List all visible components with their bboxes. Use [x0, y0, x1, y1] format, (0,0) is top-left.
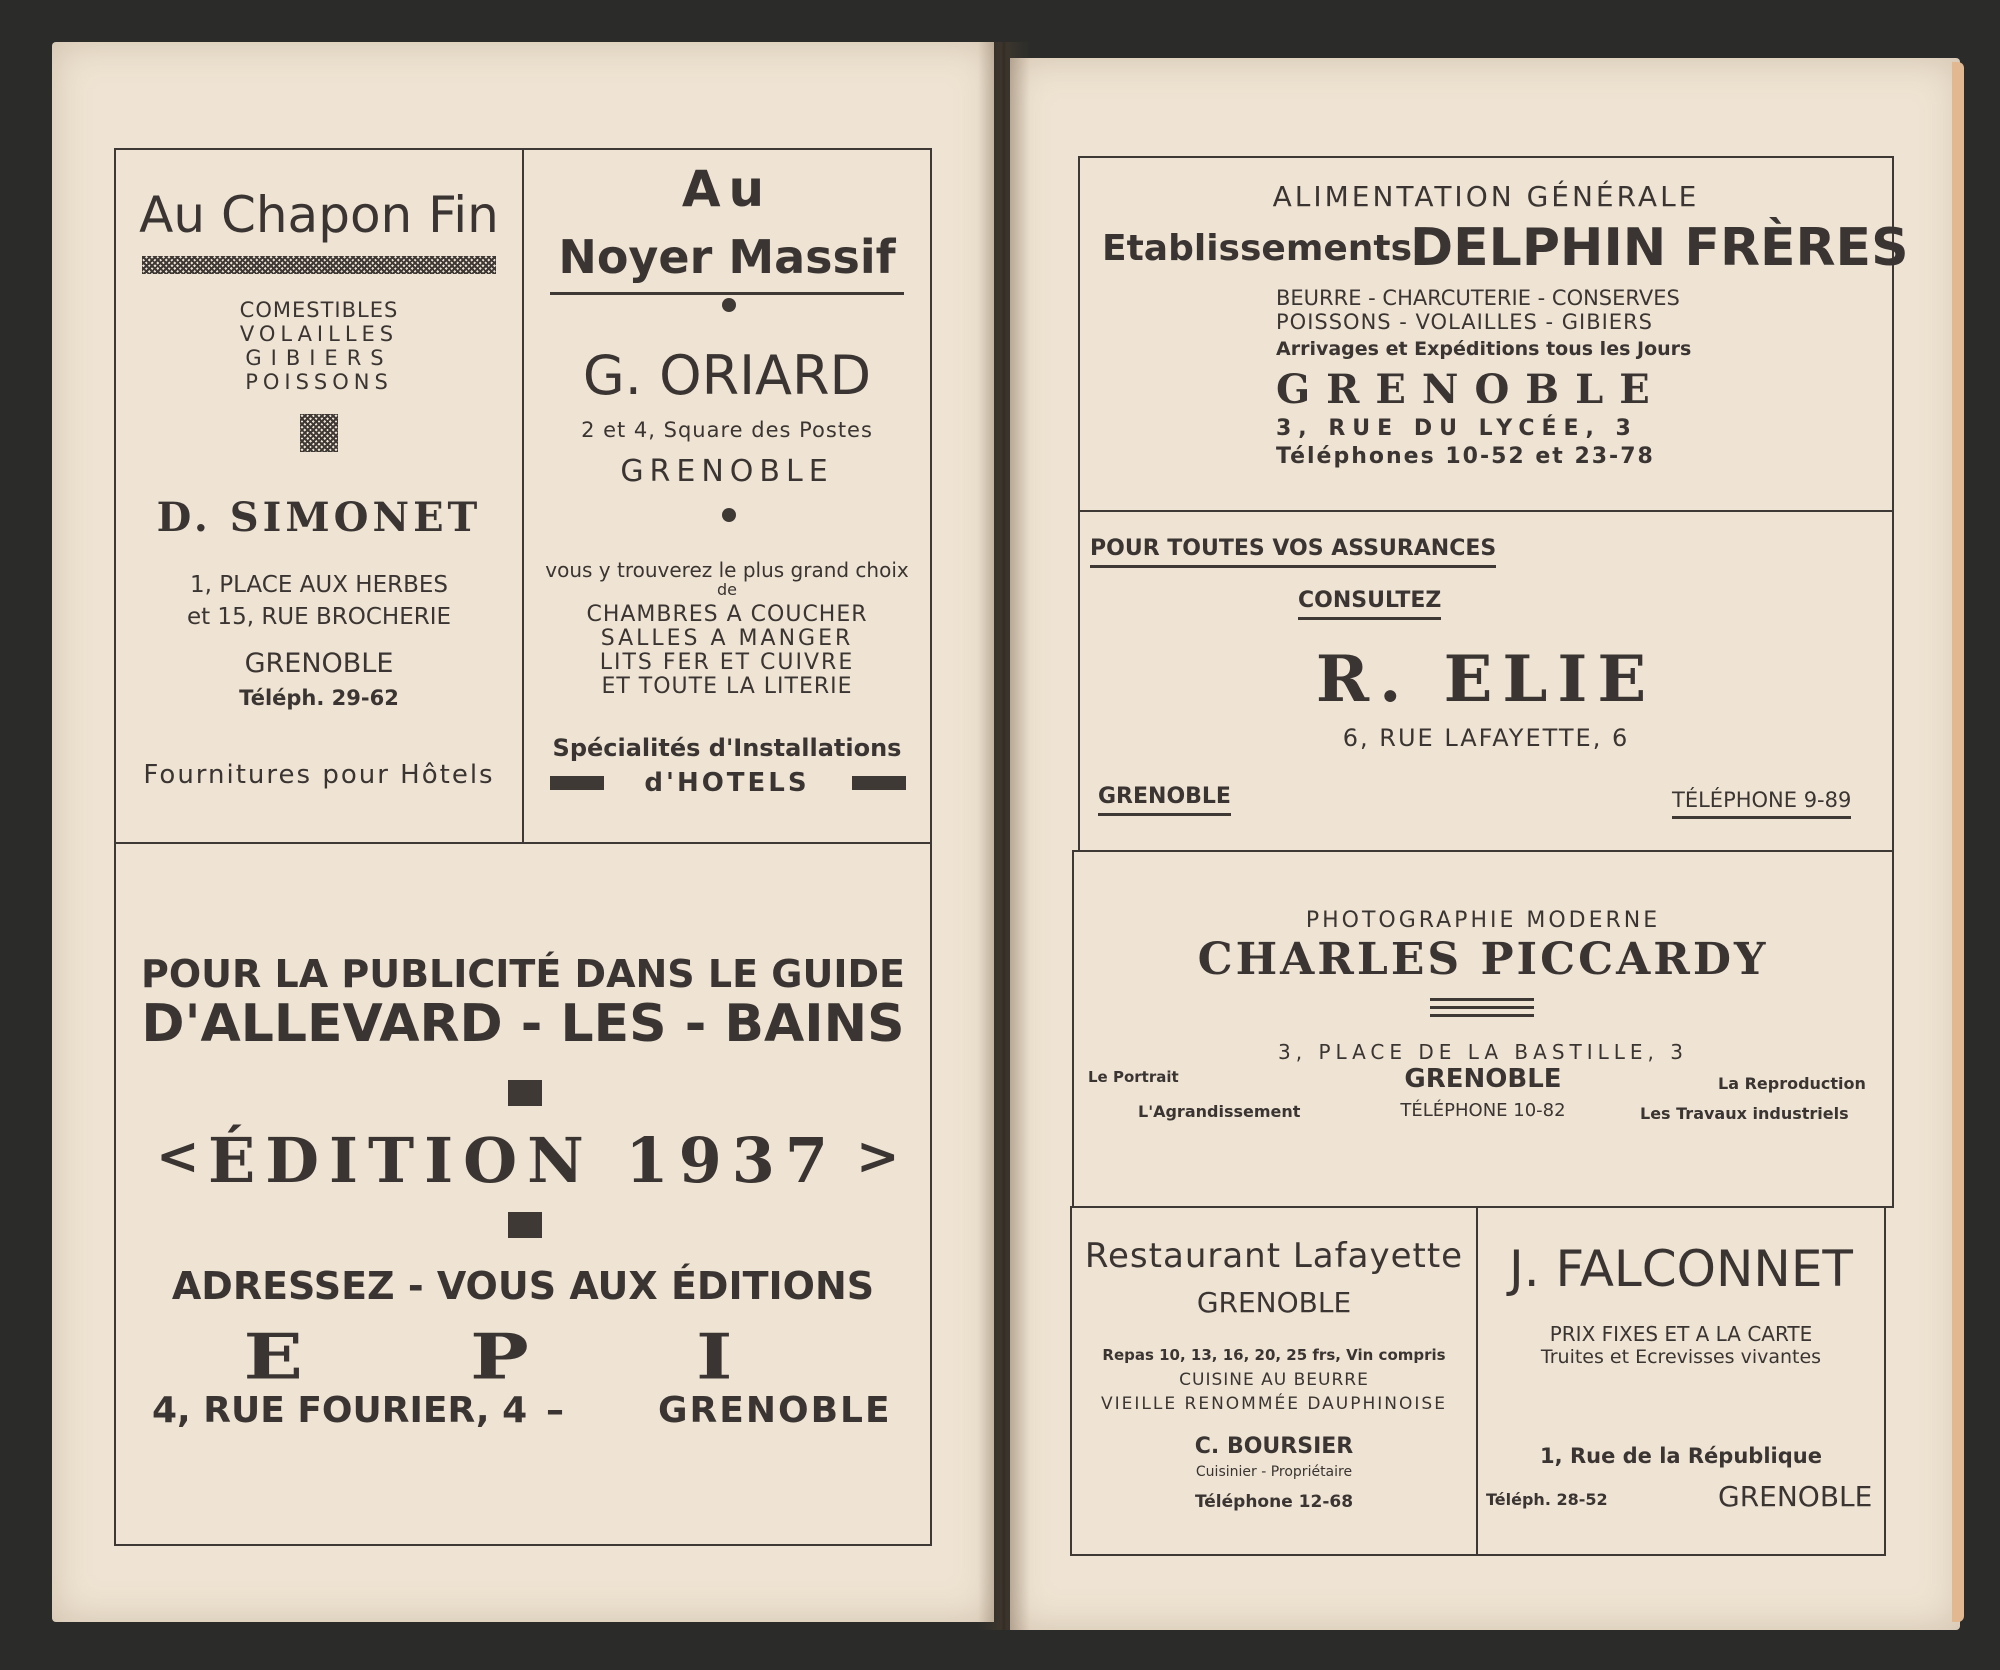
epi-arrow-right: >: [856, 1126, 900, 1187]
epi-city: GRENOBLE: [658, 1390, 892, 1431]
delphin-city: GRENOBLE: [1276, 366, 1666, 413]
noyer-item-2: LITS FER ET CUIVRE: [599, 650, 855, 675]
piccardy-rule-1: [1430, 998, 1534, 1001]
chapon-title: Au Chapon Fin: [139, 186, 499, 244]
noyer-title-1: Au: [681, 160, 773, 218]
lafayette-phone: Téléphone 12-68: [1194, 1492, 1354, 1512]
page-edge: [1952, 62, 1964, 1622]
piccardy-left-1: Le Portrait: [1088, 1068, 1179, 1086]
ad-delphin-freres: [1078, 156, 1909, 512]
lafayette-cuisine: CUISINE AU BEURRE: [1179, 1370, 1369, 1390]
noyer-specialty-2: d'HOTELS: [644, 768, 810, 798]
ad-charles-piccardy: [1072, 850, 1894, 1208]
noyer-item-0: CHAMBRES A COUCHER: [586, 602, 868, 627]
noyer-specialty-1: Spécialités d'Installations: [552, 734, 902, 762]
delphin-name-prefix: Etablissements: [1102, 228, 1413, 269]
chapon-name: D. SIMONET: [156, 494, 482, 541]
noyer-city: GRENOBLE: [620, 454, 834, 489]
delphin-line-1: BEURRE - CHARCUTERIE - CONSERVES: [1276, 286, 1680, 310]
falconnet-address: 1, Rue de la République: [1540, 1444, 1822, 1468]
piccardy-name: CHARLES PICCARDY: [1197, 934, 1769, 985]
ad-restaurant-lafayette: [1070, 1206, 1478, 1556]
lafayette-reputation: VIEILLE RENOMMÉE DAUPHINOISE: [1101, 1394, 1447, 1414]
lafayette-meals: Repas 10, 13, 16, 20, 25 frs, Vin compris: [1102, 1346, 1446, 1364]
chapon-footer: Fournitures pour Hôtels: [143, 760, 495, 790]
lafayette-owner: C. BOURSIER: [1194, 1434, 1354, 1459]
piccardy-rule-3: [1430, 1014, 1534, 1017]
noyer-title-rule: [550, 292, 904, 295]
falconnet-line-2: Truites et Ecrevisses vivantes: [1540, 1346, 1822, 1368]
chapon-product-1: VOLAILLES: [239, 322, 399, 346]
piccardy-city: GRENOBLE: [1404, 1064, 1562, 1094]
chapon-product-2: GIBIERS: [245, 346, 393, 370]
chapon-address-2: et 15, RUE BROCHERIE: [186, 604, 452, 630]
book-gutter: [978, 42, 1030, 1630]
noyer-bar-right: [852, 776, 906, 790]
epi-address-line: ADRESSEZ - VOUS AUX ÉDITIONS: [171, 1264, 875, 1308]
piccardy-header: PHOTOGRAPHIE MODERNE: [1305, 908, 1661, 933]
chapon-address-1: 1, PLACE AUX HERBES: [189, 572, 449, 598]
piccardy-right-1: La Reproduction: [1718, 1074, 1866, 1093]
elie-city: GRENOBLE: [1098, 784, 1231, 816]
lafayette-title: Restaurant Lafayette: [1084, 1236, 1464, 1276]
piccardy-phone: TÉLÉPHONE 10-82: [1400, 1100, 1566, 1121]
elie-phone: TÉLÉPHONE 9-89: [1672, 788, 1851, 819]
epi-line-1: POUR LA PUBLICITÉ DANS LE GUIDE: [141, 952, 905, 996]
lafayette-owner-title: Cuisinier - Propriétaire: [1195, 1464, 1353, 1480]
chapon-phone: Téléph. 29-62: [239, 686, 399, 710]
piccardy-rule-2: [1430, 1006, 1534, 1009]
epi-edition: ÉDITION 1937: [208, 1124, 838, 1197]
noyer-name: G. ORIARD: [582, 344, 872, 407]
noyer-title-2: Noyer Massif: [558, 230, 896, 284]
elie-name: R. ELIE: [1315, 642, 1657, 717]
lafayette-city: GRENOBLE: [1196, 1286, 1352, 1319]
chapon-checker-rule: [142, 256, 496, 274]
elie-consult: CONSULTEZ: [1298, 588, 1441, 620]
noyer-intro-2: de: [717, 580, 737, 599]
chapon-checker-square: [300, 414, 338, 452]
ad-editions-epi: [114, 842, 932, 1546]
epi-dash: –: [546, 1390, 564, 1431]
piccardy-left-2: L'Agrandissement: [1138, 1102, 1301, 1121]
delphin-line-3: Arrivages et Expéditions tous les Jours: [1276, 338, 1692, 360]
noyer-intro-1: vous y trouverez le plus grand choix: [545, 558, 909, 582]
delphin-phones: Téléphones 10-52 et 23-78: [1276, 444, 1655, 469]
noyer-item-3: ET TOUTE LA LITERIE: [601, 674, 853, 699]
falconnet-city: GRENOBLE: [1718, 1480, 1873, 1513]
falconnet-name: J. FALCONNET: [1509, 1240, 1853, 1298]
chapon-product-0: COMESTIBLES: [239, 298, 399, 322]
epi-arrow-left: <: [156, 1126, 200, 1187]
epi-square-2: [508, 1212, 542, 1238]
elie-address: 6, RUE LAFAYETTE, 6: [1342, 724, 1630, 752]
epi-street: 4, RUE FOURIER, 4: [152, 1390, 528, 1431]
delphin-line-2: POISSONS - VOLAILLES - GIBIERS: [1276, 310, 1653, 334]
chapon-product-3: POISSONS: [245, 370, 393, 394]
ad-r-elie: [1078, 510, 1894, 852]
falconnet-line-1: PRIX FIXES ET A LA CARTE: [1549, 1322, 1813, 1346]
noyer-address: 2 et 4, Square des Postes: [581, 418, 873, 442]
piccardy-address: 3, PLACE DE LA BASTILLE, 3: [1278, 1040, 1688, 1064]
delphin-address: 3, RUE DU LYCÉE, 3: [1276, 416, 1638, 441]
ad-j-falconnet: [1476, 1206, 1886, 1556]
piccardy-right-2: Les Travaux industriels: [1640, 1104, 1849, 1123]
noyer-dot-1: [722, 298, 736, 312]
delphin-name: DELPHIN FRÈRES: [1410, 218, 1909, 278]
falconnet-phone: Téléph. 28-52: [1486, 1490, 1608, 1509]
ad-noyer-massif: [522, 148, 932, 844]
epi-square-1: [508, 1080, 542, 1106]
ad-chapon-fin: [114, 148, 524, 844]
delphin-header: ALIMENTATION GÉNÉRALE: [1272, 180, 1700, 213]
epi-logo: E P I: [243, 1321, 803, 1394]
chapon-city: GRENOBLE: [244, 648, 394, 679]
noyer-dot-2: [722, 508, 736, 522]
noyer-item-1: SALLES A MANGER: [600, 626, 854, 651]
elie-header: POUR TOUTES VOS ASSURANCES: [1090, 536, 1496, 568]
epi-line-2: D'ALLEVARD - LES - BAINS: [141, 994, 905, 1054]
